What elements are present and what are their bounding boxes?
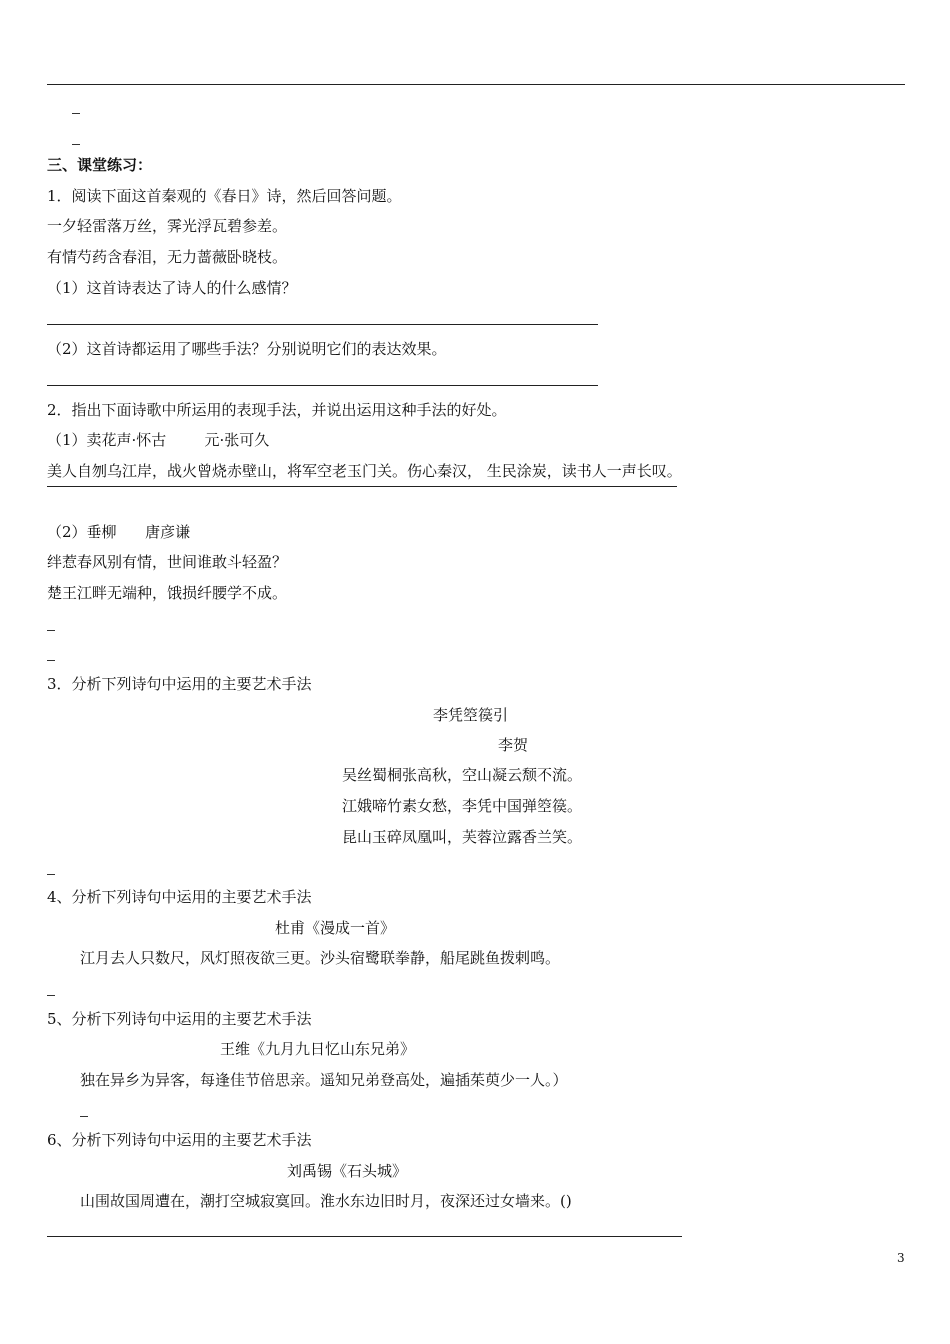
blank-dash — [47, 660, 55, 661]
q2-poem-line: 绊惹春风别有情，世间谁敢斗轻盈？ — [47, 553, 288, 571]
q4-poem-text: 江月去人只数尺，风灯照夜欲三更。沙头宿鹭联拳静，船尾跳鱼拨剌鸣。 — [80, 949, 561, 967]
q4-prompt: 4、分析下列诗句中运用的主要艺术手法 — [47, 888, 312, 906]
q3-prompt: 3．分析下列诗句中运用的主要艺术手法 — [47, 675, 312, 693]
q2-sub1-text: 美人自刎乌江岸，战火曾烧赤壁山，将军空老玉门关。伤心秦汉， 生民涂炭，读书人一声长叹。 — [47, 462, 682, 480]
underline — [47, 486, 677, 487]
section-title: 三、课堂练习： — [47, 156, 153, 174]
header-rule — [47, 84, 905, 85]
blank-dash — [72, 113, 80, 114]
q2-prompt: 2．指出下面诗歌中所运用的表现手法，并说出运用这种手法的好处。 — [47, 401, 507, 419]
q1-sub-question-2: （2）这首诗都运用了哪些手法？分别说明它们的表达效果。 — [47, 340, 447, 358]
q3-poem-title: 李凭箜篌引 — [433, 706, 509, 724]
q3-poem-line: 江娥啼竹素女愁，李凭中国弹箜篌。 — [342, 797, 583, 815]
q2-sub1-title: （1）卖花声·怀古 元·张可久 — [47, 431, 270, 449]
q5-prompt: 5、分析下列诗句中运用的主要艺术手法 — [47, 1010, 312, 1028]
q5-poem-title: 王维《九月九日忆山东兄弟》 — [220, 1040, 416, 1058]
blank-dash — [72, 144, 80, 145]
q4-poem-title: 杜甫《漫成一首》 — [275, 919, 396, 937]
answer-line — [47, 385, 598, 386]
q5-poem-text: 独在异乡为异客，每逢佳节倍思亲。遥知兄弟登高处，遍插茱萸少一人。） — [80, 1071, 568, 1089]
q3-poem-line: 昆山玉碎凤凰叫，芙蓉泣露香兰笑。 — [342, 828, 583, 846]
q2-sub2-title: （2）垂柳 唐彦谦 — [47, 523, 191, 541]
blank-dash — [47, 995, 55, 996]
q1-prompt: 1．阅读下面这首秦观的《春日》诗，然后回答问题。 — [47, 187, 402, 205]
q1-poem-line: 有情芍药含春泪，无力蔷薇卧晓枝。 — [47, 248, 288, 266]
q6-poem-text: 山围故国周遭在，潮打空城寂寞回。淮水东边旧时月，夜深还过女墙来。() — [80, 1192, 572, 1210]
blank-dash — [47, 630, 55, 631]
q3-author: 李贺 — [498, 736, 529, 754]
q1-sub-question-1: （1）这首诗表达了诗人的什么感情？ — [47, 279, 297, 297]
q6-prompt: 6、分析下列诗句中运用的主要艺术手法 — [47, 1131, 312, 1149]
q1-poem-line: 一夕轻雷落万丝，霁光浮瓦碧参差。 — [47, 217, 288, 235]
q2-poem-line: 楚王江畔无端种，饿损纤腰学不成。 — [47, 584, 288, 602]
answer-line — [47, 1236, 682, 1237]
page-number: 3 — [897, 1251, 905, 1265]
blank-dash — [80, 1116, 88, 1117]
answer-line — [47, 324, 598, 325]
blank-dash — [47, 874, 55, 875]
q6-poem-title: 刘禹锡《石头城》 — [287, 1162, 408, 1180]
q3-poem-line: 吴丝蜀桐张高秋，空山凝云颓不流。 — [342, 766, 583, 784]
